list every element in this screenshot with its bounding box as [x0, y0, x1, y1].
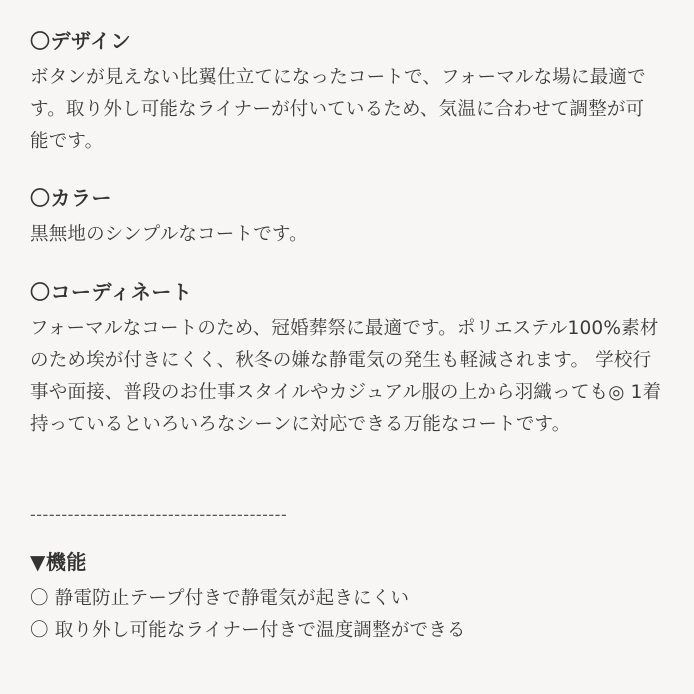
section-coordinate-heading: 〇コーディネート — [30, 280, 193, 305]
section-color-heading: 〇カラー — [30, 186, 112, 211]
feature-item: 〇 静電防止テープ付きで静電気が起きにくい — [30, 587, 410, 609]
section-coordinate-body: フォーマルなコートのため、冠婚葬祭に最適です。ポリエステル100%素材のため埃が付きにくく、秋冬の嫌な静電気の発生も軽減されます。 学校行事や面接、普段のお仕事スタイルやカジュアル服の上から羽織っても◎ 1着持っているといろいろなシーンに対応できる万能なコートです。 — [30, 318, 662, 435]
section-features — [30, 546, 662, 648]
section-color — [30, 183, 662, 251]
features-heading: ▼機能 — [30, 549, 87, 574]
divider: ----------------------------------------- — [30, 504, 288, 524]
section-design-body: ボタンが見えない比翼仕立てになったコートで、フォーマルな場に最適です。取り外し可能なライナーが付いているため、気温に合わせて調整が可能です。 — [30, 67, 646, 152]
feature-item: 〇 取り外し可能なライナー付きで温度調整ができる — [30, 619, 466, 641]
section-design-heading: 〇デザイン — [30, 29, 132, 53]
section-color-body: 黒無地のシンプルなコートです。 — [30, 224, 308, 246]
section-coordinate — [30, 277, 662, 440]
section-design — [30, 26, 662, 157]
vertical-gap — [30, 467, 662, 497]
